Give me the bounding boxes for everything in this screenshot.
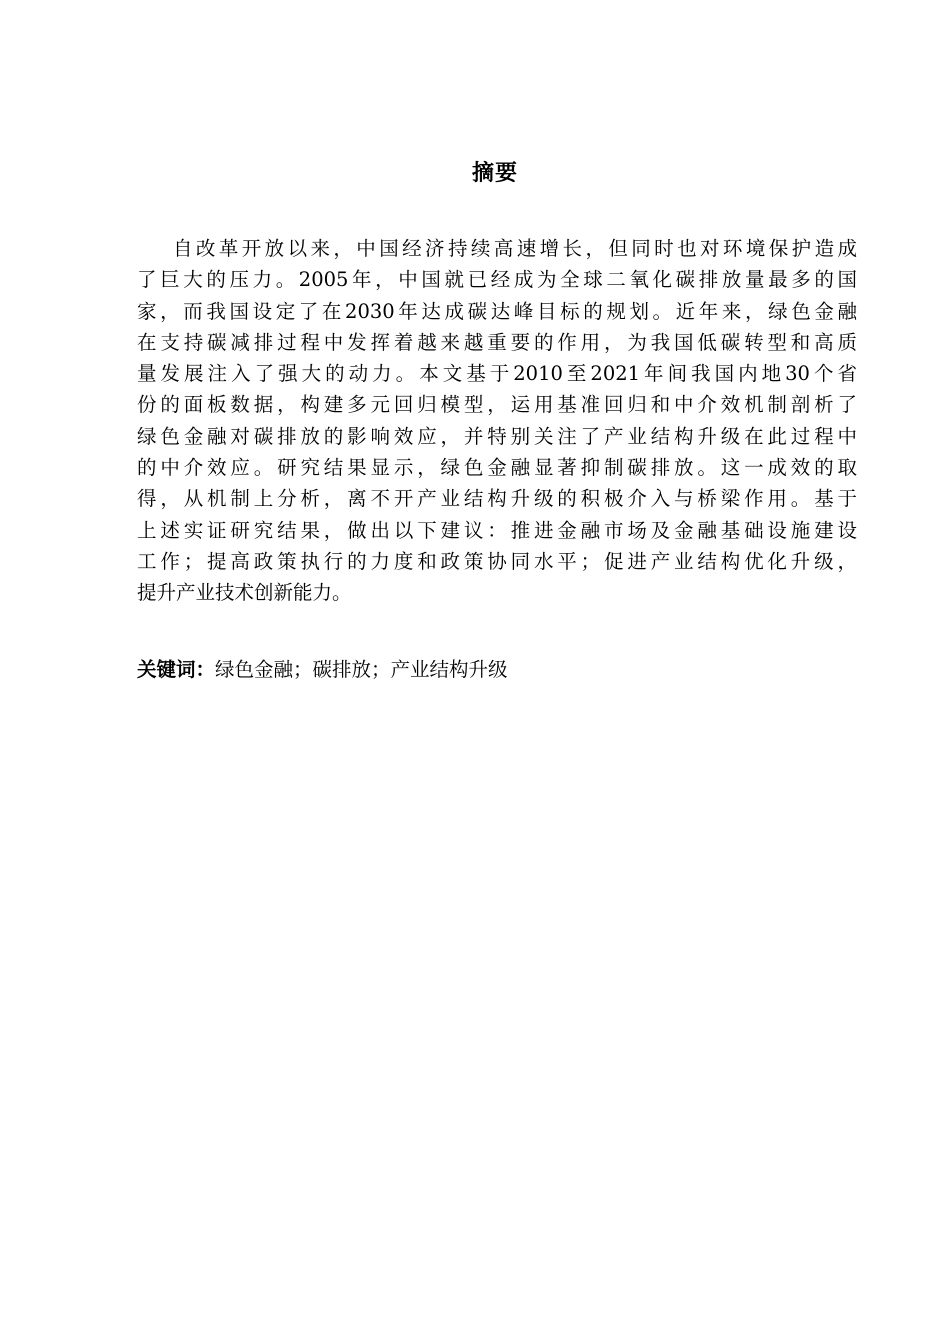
abstract-line: 份的面板数据，构建多元回归模型，运用基准回归和中介效机制剖析了 [137, 393, 857, 417]
abstract-title: 摘要 [471, 161, 518, 186]
abstract-body [137, 233, 857, 609]
abstract-line: 提升产业技术创新能力。 [137, 581, 352, 605]
abstract-line: 自改革开放以来，中国经济持续高速增长，但同时也对环境保护造成 [173, 237, 857, 260]
abstract-line: 在支持碳减排过程中发挥着越来越重要的作用，为我国低碳转型和高质 [137, 330, 857, 354]
abstract-line: 的中介效应。研究结果显示，绿色金融显著抑制碳排放。这一成效的取 [137, 456, 857, 480]
abstract-line: 得，从机制上分析，离不开产业结构升级的积极介入与桥梁作用。基于 [137, 487, 857, 511]
abstract-line: 上述实证研究结果，做出以下建议：推进金融市场及金融基础设施建设 [137, 518, 857, 542]
keywords-text: 绿色金融；碳排放；产业结构升级 [215, 658, 508, 681]
abstract-line: 量发展注入了强大的动力。本文基于2010至2021年间我国内地30个省 [137, 362, 857, 386]
abstract-line: 工作；提高政策执行的力度和政策协同水平；促进产业结构优化升级， [137, 549, 857, 573]
keywords-label: 关键词： [137, 658, 216, 681]
keywords-line [137, 654, 508, 685]
abstract-line: 绿色金融对碳排放的影响效应，并特别关注了产业结构升级在此过程中 [137, 424, 857, 448]
abstract-line: 了巨大的压力。2005年，中国就已经成为全球二氧化碳排放量最多的国 [137, 268, 857, 292]
abstract-line: 家，而我国设定了在2030年达成碳达峰目标的规划。近年来，绿色金融 [137, 299, 857, 323]
